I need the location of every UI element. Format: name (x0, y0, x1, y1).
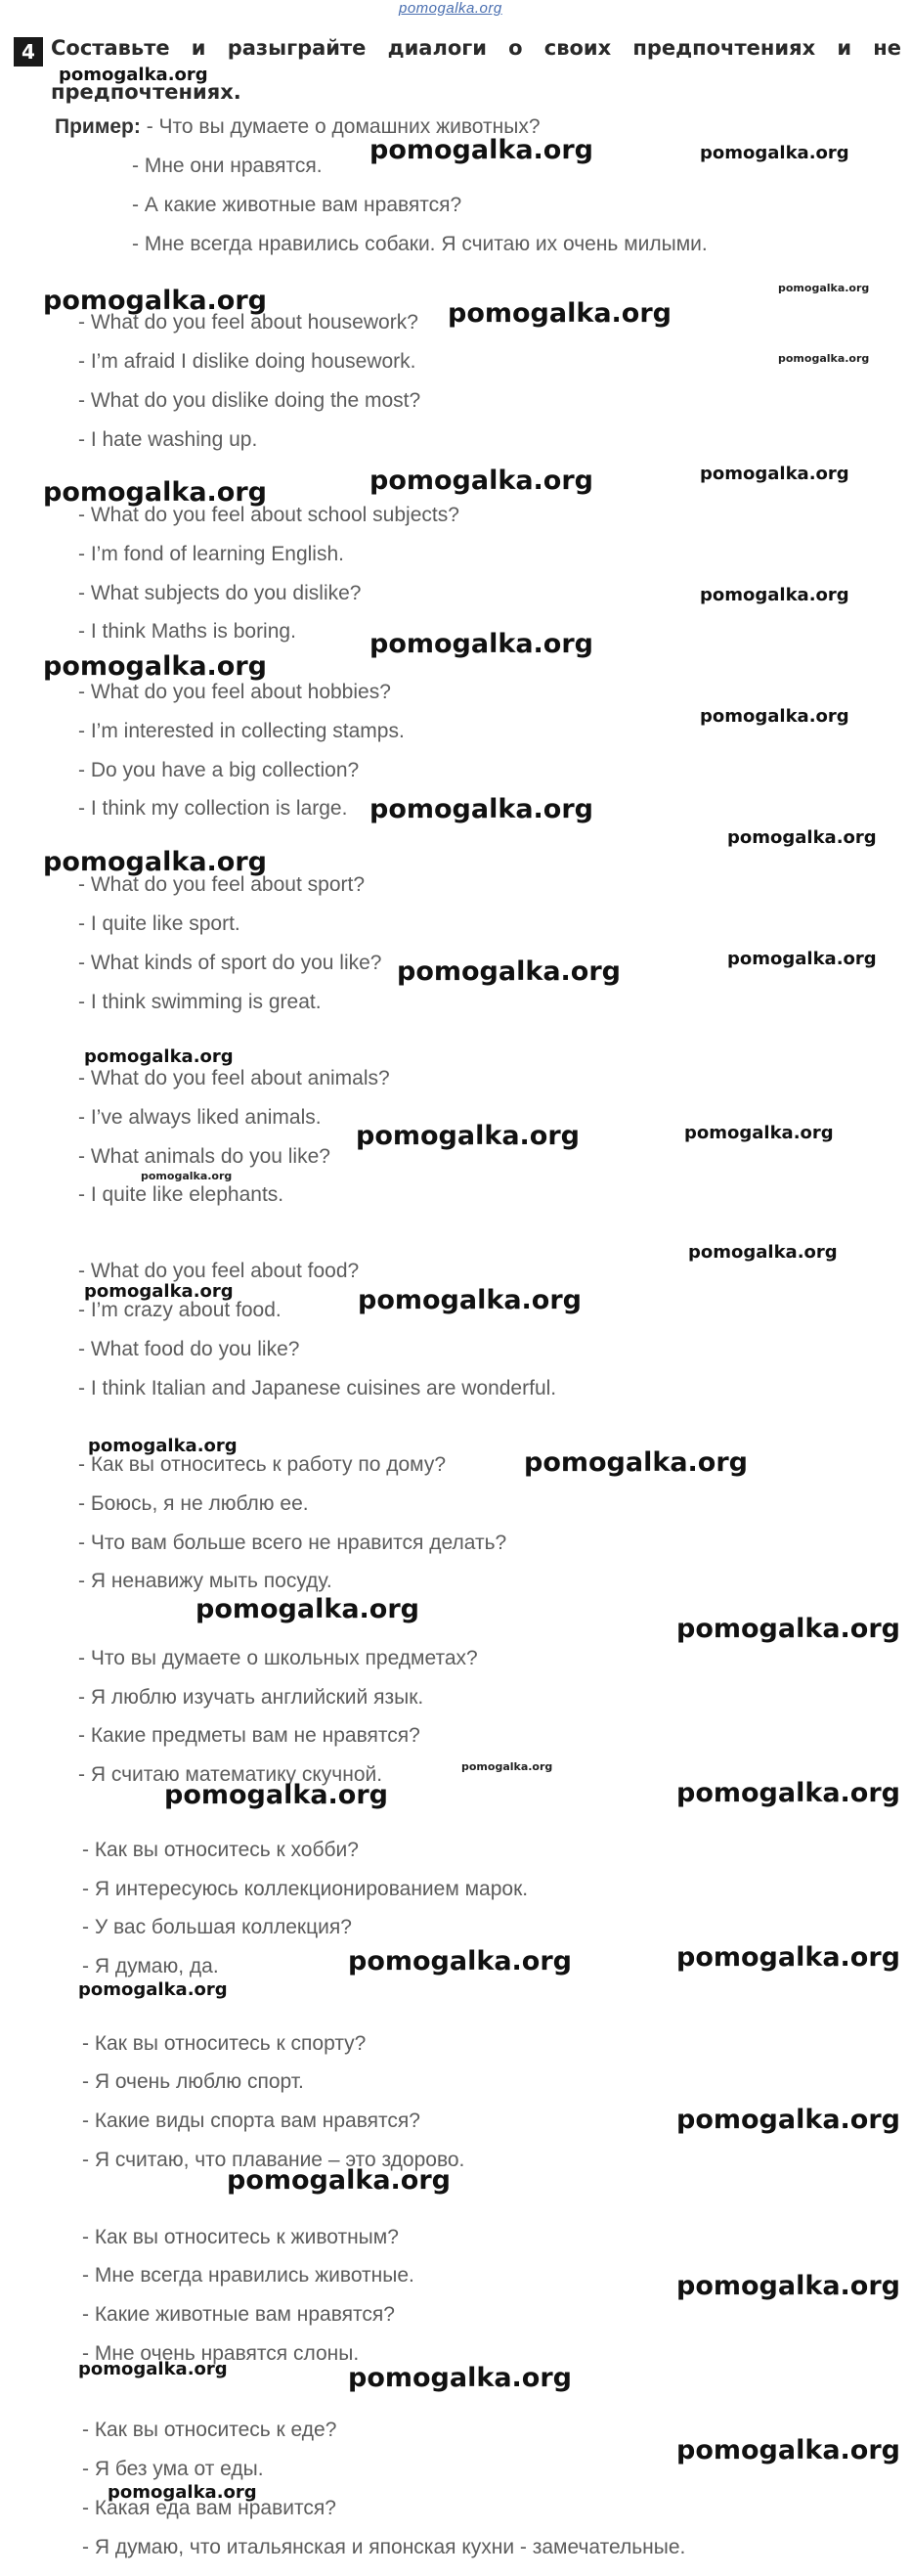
dialogue-line: - What do you feel about animals? (78, 1067, 390, 1089)
watermark: pomogalka.org (676, 2271, 900, 2301)
dialogue-line: - What subjects do you dislike? (78, 582, 362, 604)
dialogue-line: - Какие животные вам нравятся? (82, 2303, 395, 2326)
dialogue-line: - Какие виды спорта вам нравятся? (82, 2110, 420, 2132)
watermark: pomogalka.org (358, 1285, 582, 1315)
watermark: pomogalka.org (369, 629, 593, 659)
example-line: - Мне всегда нравились собаки. Я считаю их очень милыми. (132, 233, 708, 255)
watermark: pomogalka.org (43, 477, 267, 508)
dialogue-line: - Боюсь, я не люблю ее. (78, 1492, 309, 1515)
watermark: pomogalka.org (84, 1281, 234, 1302)
dialogue-line: - Я интересуюсь коллекционированием марок. (82, 1878, 529, 1900)
dialogue-line: - Как вы относитесь к хобби? (82, 1839, 359, 1861)
watermark: pomogalka.org (369, 135, 593, 165)
watermark: pomogalka.org (676, 1942, 900, 1973)
task-title-continued: предпочтениях. (51, 80, 241, 104)
watermark: pomogalka.org (59, 65, 208, 85)
watermark: pomogalka.org (684, 1123, 834, 1143)
dialogue-line: - I hate washing up. (78, 428, 258, 451)
dialogue-line: - I quite like sport. (78, 912, 240, 935)
watermark: pomogalka.org (369, 794, 593, 824)
task-number-badge: 4 (14, 37, 43, 67)
dialogue-line: - Мне всегда нравились животные. (82, 2264, 414, 2287)
example-question: - Что вы думаете о домашних животных? (140, 115, 541, 138)
site-logo: pomogalka.org (399, 0, 502, 17)
watermark: pomogalka.org (676, 1778, 900, 1808)
task-title: Составьте и разыграйте диалоги о своих предпочтениях и не (51, 36, 901, 60)
dialogue-line: - What kinds of sport do you like? (78, 952, 382, 974)
dialogue-line: - Как вы относитесь к еде? (82, 2419, 337, 2441)
watermark: pomogalka.org (141, 1170, 233, 1182)
watermark: pomogalka.org (778, 352, 870, 365)
watermark: pomogalka.org (369, 466, 593, 496)
dialogue-line: - What do you dislike doing the most? (78, 389, 421, 412)
watermark: pomogalka.org (461, 1760, 553, 1773)
dialogue-line: - Я думаю, что итальянская и японская кухни - замечательные. (82, 2536, 686, 2558)
dialogue-line: - I’m fond of learning English. (78, 543, 344, 565)
watermark: pomogalka.org (348, 2363, 572, 2393)
dialogue-line: - What do you feel about sport? (78, 873, 366, 896)
watermark: pomogalka.org (524, 1447, 748, 1478)
watermark: pomogalka.org (700, 585, 849, 605)
dialogue-line: - Я без ума от еды. (82, 2458, 264, 2480)
watermark: pomogalka.org (227, 2165, 451, 2196)
dialogue-line: - I’m afraid I dislike doing housework. (78, 350, 416, 373)
watermark: pomogalka.org (676, 2105, 900, 2135)
dialogue-line: - Что вы думаете о школьных предметах? (78, 1647, 478, 1669)
dialogue-line: - What animals do you like? (78, 1145, 330, 1168)
watermark: pomogalka.org (688, 1242, 838, 1263)
dialogue-line: - Мне очень нравятся слоны. (82, 2342, 360, 2365)
dialogue-line: - I think swimming is great. (78, 991, 322, 1013)
dialogue-line: - What do you feel about housework? (78, 311, 418, 333)
dialogue-line: - Do you have a big collection? (78, 759, 360, 781)
watermark: pomogalka.org (43, 286, 267, 316)
dialogue-line: - What do you feel about hobbies? (78, 681, 391, 703)
watermark: pomogalka.org (84, 1046, 234, 1067)
watermark: pomogalka.org (727, 827, 877, 848)
dialogue-line: - Как вы относитесь к животным? (82, 2226, 399, 2248)
watermark: pomogalka.org (700, 143, 849, 163)
watermark: pomogalka.org (676, 2435, 900, 2465)
watermark: pomogalka.org (700, 464, 849, 484)
watermark: pomogalka.org (195, 1594, 419, 1624)
example-line: - А какие животные вам нравятся? (132, 194, 462, 216)
dialogue-line: - I think my collection is large. (78, 797, 348, 820)
dialogue-line: - Какая еда вам нравится? (82, 2497, 336, 2519)
dialogue-line: - What do you feel about school subjects? (78, 504, 459, 526)
watermark: pomogalka.org (78, 2359, 228, 2379)
dialogue-line: - Я ненавижу мыть посуду. (78, 1570, 332, 1592)
watermark: pomogalka.org (164, 1780, 388, 1810)
watermark: pomogalka.org (88, 1436, 238, 1456)
watermark: pomogalka.org (676, 1614, 900, 1644)
watermark: pomogalka.org (43, 847, 267, 877)
dialogue-line: - I’m crazy about food. (78, 1299, 282, 1321)
watermark: pomogalka.org (348, 1946, 572, 1976)
dialogue-line: - У вас большая коллекция? (82, 1916, 352, 1938)
dialogue-line: - I’ve always liked animals. (78, 1106, 322, 1129)
example-line: - Мне они нравятся. (132, 155, 323, 177)
dialogue-line: - Я считаю математику скучной. (78, 1763, 383, 1786)
dialogue-line: - What food do you like? (78, 1338, 300, 1360)
dialogue-line: - What do you feel about food? (78, 1260, 360, 1282)
dialogue-line: - I think Italian and Japanese cuisines are wonderful. (78, 1377, 557, 1399)
watermark: pomogalka.org (727, 949, 877, 969)
watermark: pomogalka.org (700, 706, 849, 727)
watermark: pomogalka.org (78, 1979, 228, 2000)
dialogue-line: - Что вам больше всего не нравится делать? (78, 1532, 507, 1554)
watermark: pomogalka.org (356, 1121, 580, 1151)
watermark: pomogalka.org (108, 2482, 257, 2503)
watermark: pomogalka.org (778, 282, 870, 294)
dialogue-line: - Я люблю изучать английский язык. (78, 1686, 424, 1709)
dialogue-line: - Какие предметы вам не нравятся? (78, 1724, 420, 1747)
watermark: pomogalka.org (397, 956, 621, 987)
dialogue-line: - Я думаю, да. (82, 1955, 219, 1977)
watermark: pomogalka.org (448, 298, 672, 329)
dialogue-line: - I quite like elephants. (78, 1183, 284, 1206)
dialogue-line: - I’m interested in collecting stamps. (78, 720, 405, 742)
dialogue-line: - Как вы относитесь к работу по дому? (78, 1453, 447, 1476)
dialogue-line: - Как вы относитесь к спорту? (82, 2032, 367, 2055)
watermark: pomogalka.org (43, 651, 267, 682)
dialogue-line: - Я считаю, что плавание – это здорово. (82, 2149, 465, 2171)
dialogue-line: - I think Maths is boring. (78, 620, 296, 643)
dialogue-line: - Я очень люблю спорт. (82, 2070, 304, 2093)
example-label: Пример: (55, 115, 141, 138)
